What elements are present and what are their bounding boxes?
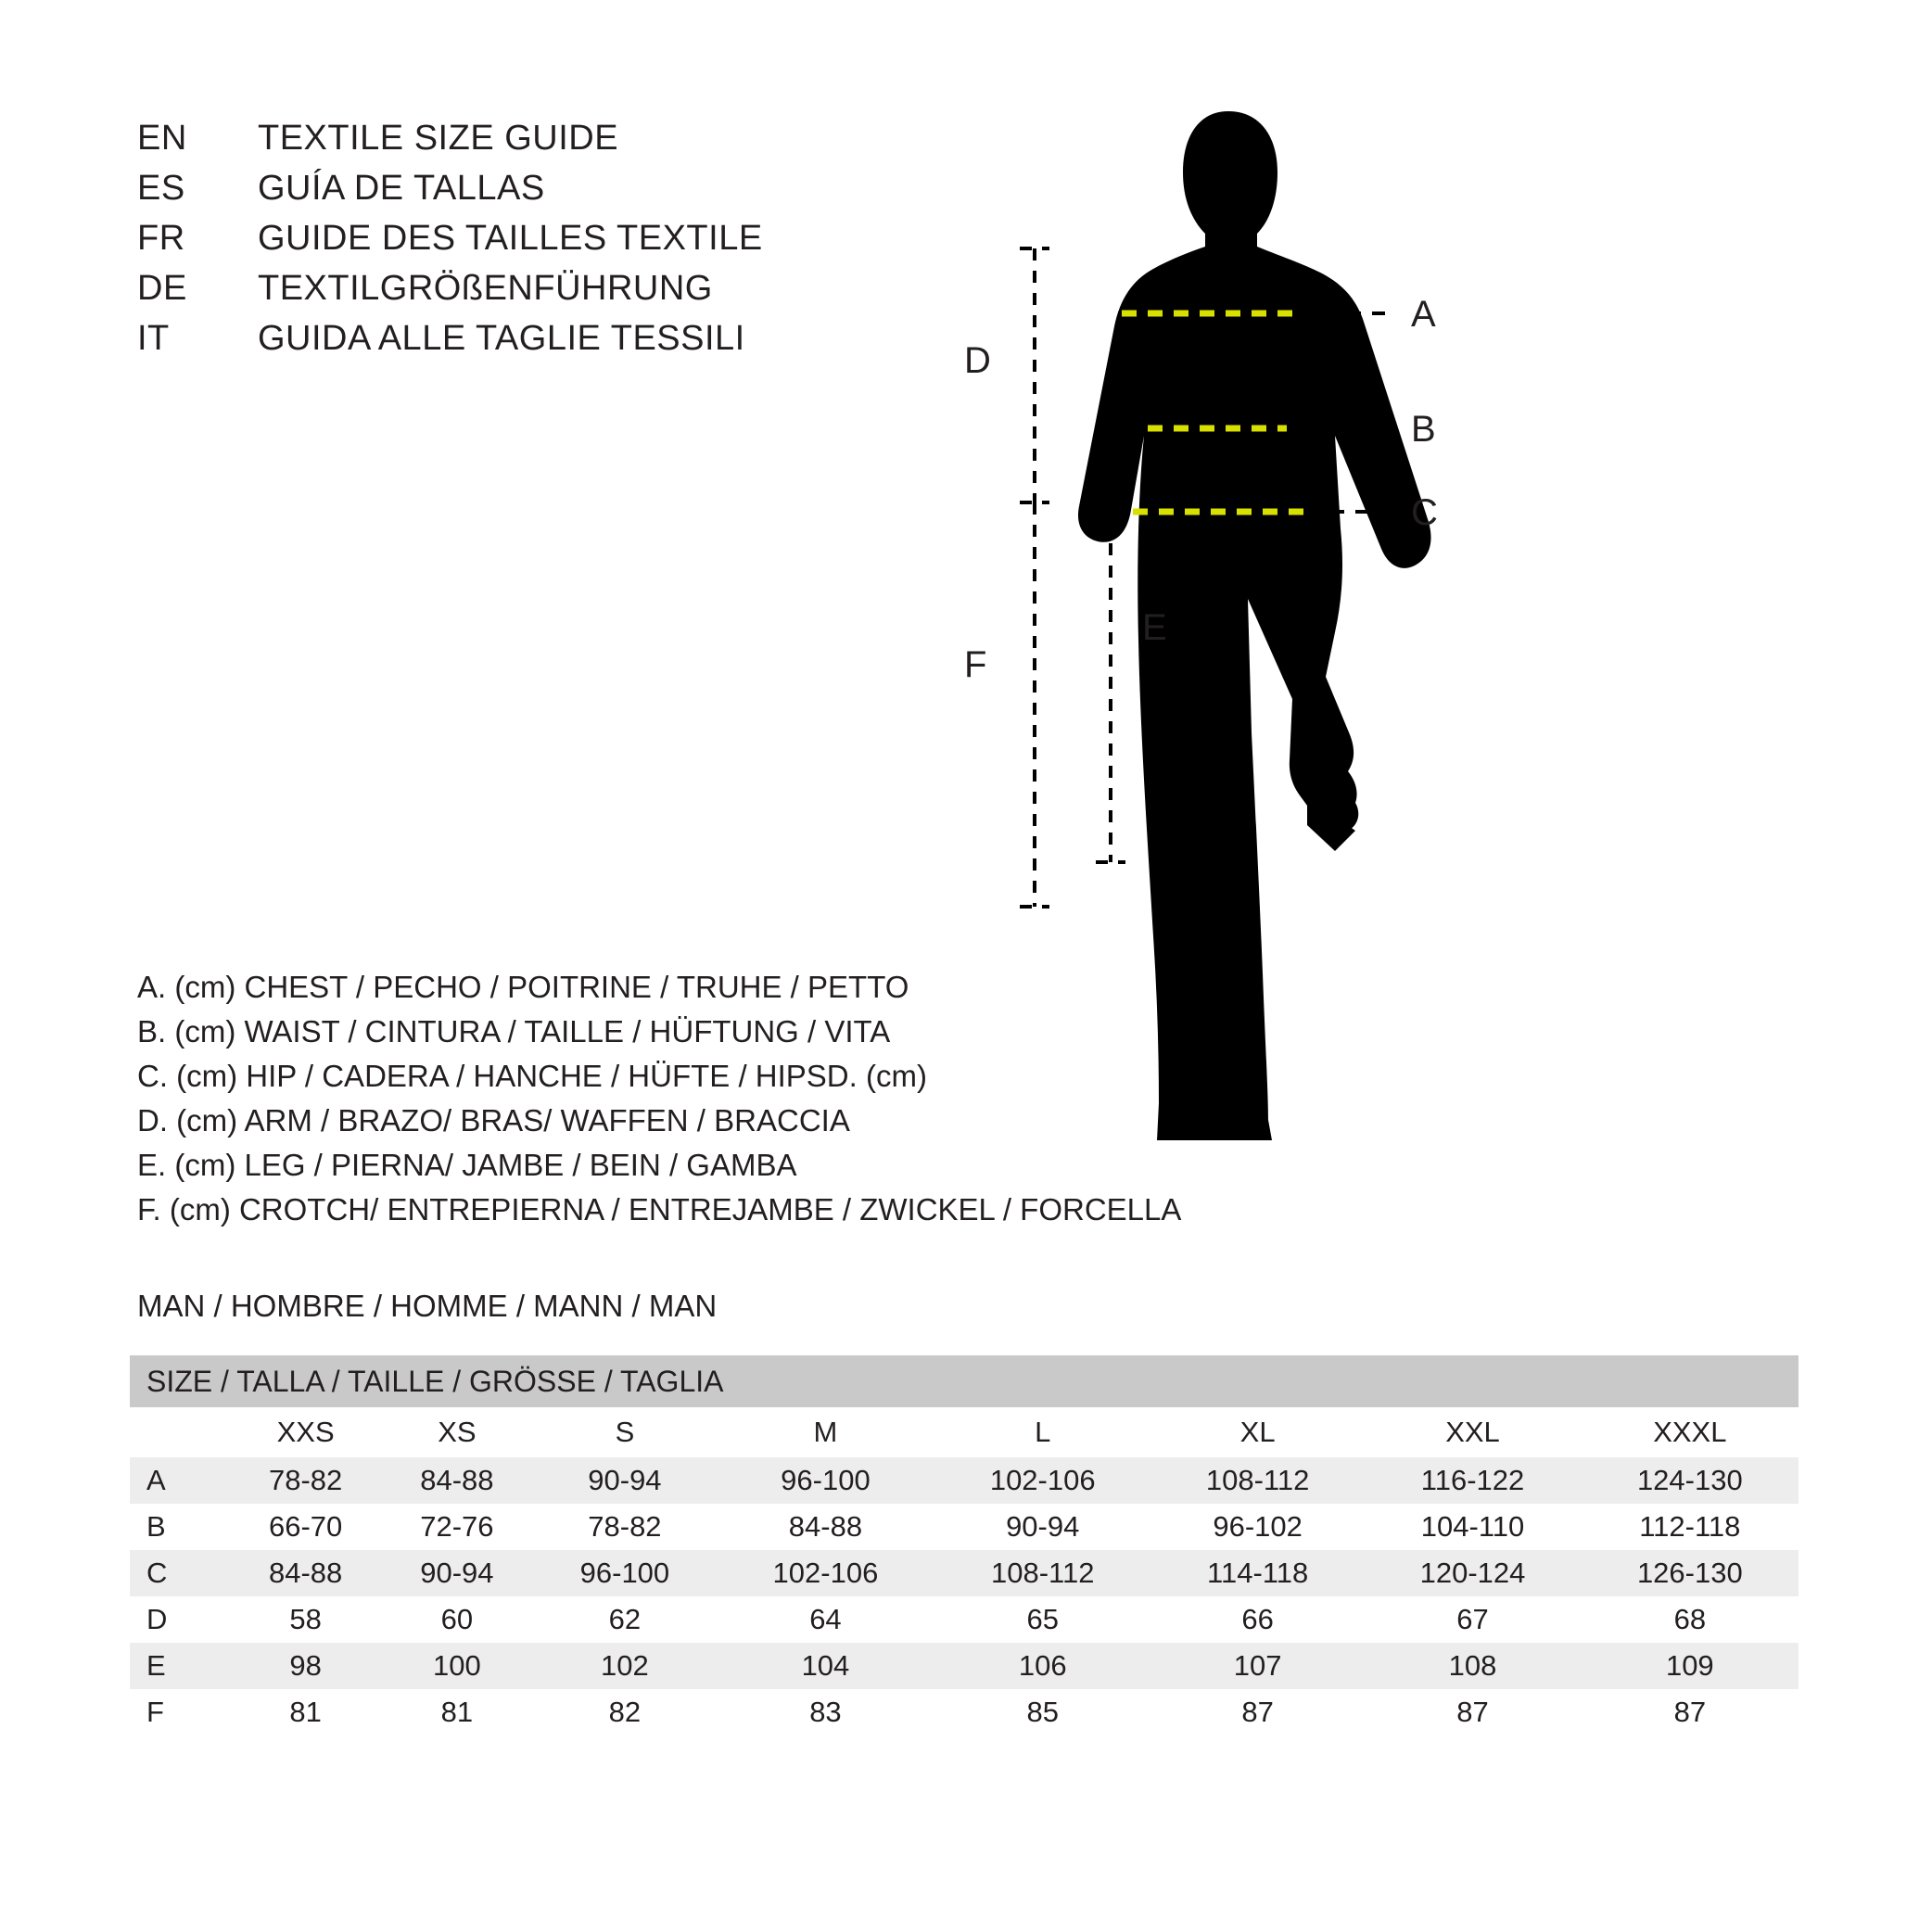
language-title: TEXTILE SIZE GUIDE	[258, 119, 619, 158]
row-label: F	[130, 1689, 230, 1735]
table-cell: 84-88	[230, 1550, 381, 1596]
table-cell: 100	[381, 1643, 532, 1689]
language-title: TEXTILGRÖßENFÜHRUNG	[258, 269, 713, 308]
table-cell: 90-94	[934, 1504, 1151, 1550]
table-cell: 66	[1151, 1596, 1365, 1643]
table-cell: 98	[230, 1643, 381, 1689]
table-cell: 84-88	[381, 1457, 532, 1504]
table-cell: 96-102	[1151, 1504, 1365, 1550]
table-header-row	[130, 1407, 1799, 1457]
size-table	[130, 1355, 1799, 1735]
table-cell: 112-118	[1582, 1504, 1799, 1550]
table-title: SIZE / TALLA / TAILLE / GRÖSSE / TAGLIA	[130, 1355, 1799, 1407]
bracket-label-f: F	[964, 644, 987, 685]
table-cell: 102	[533, 1643, 718, 1689]
column-header-xxs: XXS	[230, 1407, 381, 1457]
table-cell: 102-106	[934, 1457, 1151, 1504]
column-header-s: S	[533, 1407, 718, 1457]
language-title: GUÍA DE TALLAS	[258, 169, 545, 208]
table-corner-cell	[130, 1407, 230, 1457]
column-header-l: L	[934, 1407, 1151, 1457]
column-header-xxxl: XXXL	[1582, 1407, 1799, 1457]
table-cell: 82	[533, 1689, 718, 1735]
gender-label: MAN / HOMBRE / HOMME / MANN / MAN	[137, 1289, 718, 1323]
language-code: FR	[137, 219, 185, 258]
table-row	[130, 1504, 1799, 1550]
callout-label-b: B	[1411, 409, 1436, 450]
column-header-xl: XL	[1151, 1407, 1365, 1457]
callout-label-c: C	[1411, 492, 1438, 533]
table-row	[130, 1457, 1799, 1504]
language-row	[137, 219, 972, 269]
table-cell: 78-82	[533, 1504, 718, 1550]
table-cell: 90-94	[381, 1550, 532, 1596]
table-cell: 78-82	[230, 1457, 381, 1504]
table-cell: 87	[1364, 1689, 1581, 1735]
table-cell: 85	[934, 1689, 1151, 1735]
table-cell: 81	[230, 1689, 381, 1735]
legend-item-d: D. (cm) ARM / BRAZO/ BRAS/ WAFFEN / BRACCIA	[137, 1103, 850, 1138]
table-cell: 109	[1582, 1643, 1799, 1689]
table-cell: 62	[533, 1596, 718, 1643]
table-row	[130, 1550, 1799, 1596]
table-cell: 108	[1364, 1643, 1581, 1689]
language-code: IT	[137, 319, 170, 358]
table-cell: 87	[1582, 1689, 1799, 1735]
row-label: D	[130, 1596, 230, 1643]
row-label: C	[130, 1550, 230, 1596]
table-row	[130, 1689, 1799, 1735]
language-row	[137, 169, 972, 219]
language-title: GUIDA ALLE TAGLIE TESSILI	[258, 319, 745, 358]
measurement-legend	[137, 972, 1231, 1239]
table-cell: 126-130	[1582, 1550, 1799, 1596]
table-cell: 120-124	[1364, 1550, 1581, 1596]
language-code: EN	[137, 119, 187, 158]
language-title: GUIDE DES TAILLES TEXTILE	[258, 219, 763, 258]
table-cell: 102-106	[717, 1550, 934, 1596]
column-header-xxl: XXL	[1364, 1407, 1581, 1457]
table-cell: 108-112	[934, 1550, 1151, 1596]
table-cell: 60	[381, 1596, 532, 1643]
language-row	[137, 319, 972, 369]
row-label: A	[130, 1457, 230, 1504]
table-cell: 65	[934, 1596, 1151, 1643]
table-cell: 81	[381, 1689, 532, 1735]
table-cell: 87	[1151, 1689, 1365, 1735]
language-code: ES	[137, 169, 185, 208]
table-cell: 107	[1151, 1643, 1365, 1689]
bracket-label-e: E	[1142, 607, 1167, 648]
table-cell: 124-130	[1582, 1457, 1799, 1504]
language-row	[137, 119, 972, 169]
table-cell: 116-122	[1364, 1457, 1581, 1504]
legend-item-c: C. (cm) HIP / CADERA / HANCHE / HÜFTE / HIPSD. (cm)	[137, 1059, 927, 1093]
table-cell: 66-70	[230, 1504, 381, 1550]
table-cell: 58	[230, 1596, 381, 1643]
callout-label-a: A	[1411, 294, 1436, 335]
table-cell: 104-110	[1364, 1504, 1581, 1550]
table-cell: 114-118	[1151, 1550, 1365, 1596]
table-cell: 104	[717, 1643, 934, 1689]
table-row	[130, 1596, 1799, 1643]
table-cell: 106	[934, 1643, 1151, 1689]
table-cell: 96-100	[717, 1457, 934, 1504]
table-cell: 68	[1582, 1596, 1799, 1643]
language-code: DE	[137, 269, 187, 308]
bracket-d	[1020, 248, 1049, 502]
table-cell: 83	[717, 1689, 934, 1735]
table-cell: 90-94	[533, 1457, 718, 1504]
table-cell: 84-88	[717, 1504, 934, 1550]
table-cell: 64	[717, 1596, 934, 1643]
table-cell: 67	[1364, 1596, 1581, 1643]
row-label: E	[130, 1643, 230, 1689]
table-title-row	[130, 1355, 1799, 1407]
table-cell: 72-76	[381, 1504, 532, 1550]
row-label: B	[130, 1504, 230, 1550]
language-row	[137, 269, 972, 319]
column-header-xs: XS	[381, 1407, 532, 1457]
language-header-block	[137, 119, 972, 369]
legend-item-a: A. (cm) CHEST / PECHO / POITRINE / TRUHE / PETTO	[137, 970, 909, 1004]
table-cell: 96-100	[533, 1550, 718, 1596]
legend-item-f: F. (cm) CROTCH/ ENTREPIERNA / ENTREJAMBE / ZWICKEL / FORCELLA	[137, 1192, 1182, 1227]
table-row	[130, 1643, 1799, 1689]
bracket-f	[1020, 502, 1049, 907]
column-header-m: M	[717, 1407, 934, 1457]
bracket-label-d: D	[964, 340, 991, 381]
table-cell: 108-112	[1151, 1457, 1365, 1504]
legend-item-b: B. (cm) WAIST / CINTURA / TAILLE / HÜFTUNG / VITA	[137, 1014, 891, 1049]
legend-item-e: E. (cm) LEG / PIERNA/ JAMBE / BEIN / GAMBA	[137, 1148, 797, 1182]
